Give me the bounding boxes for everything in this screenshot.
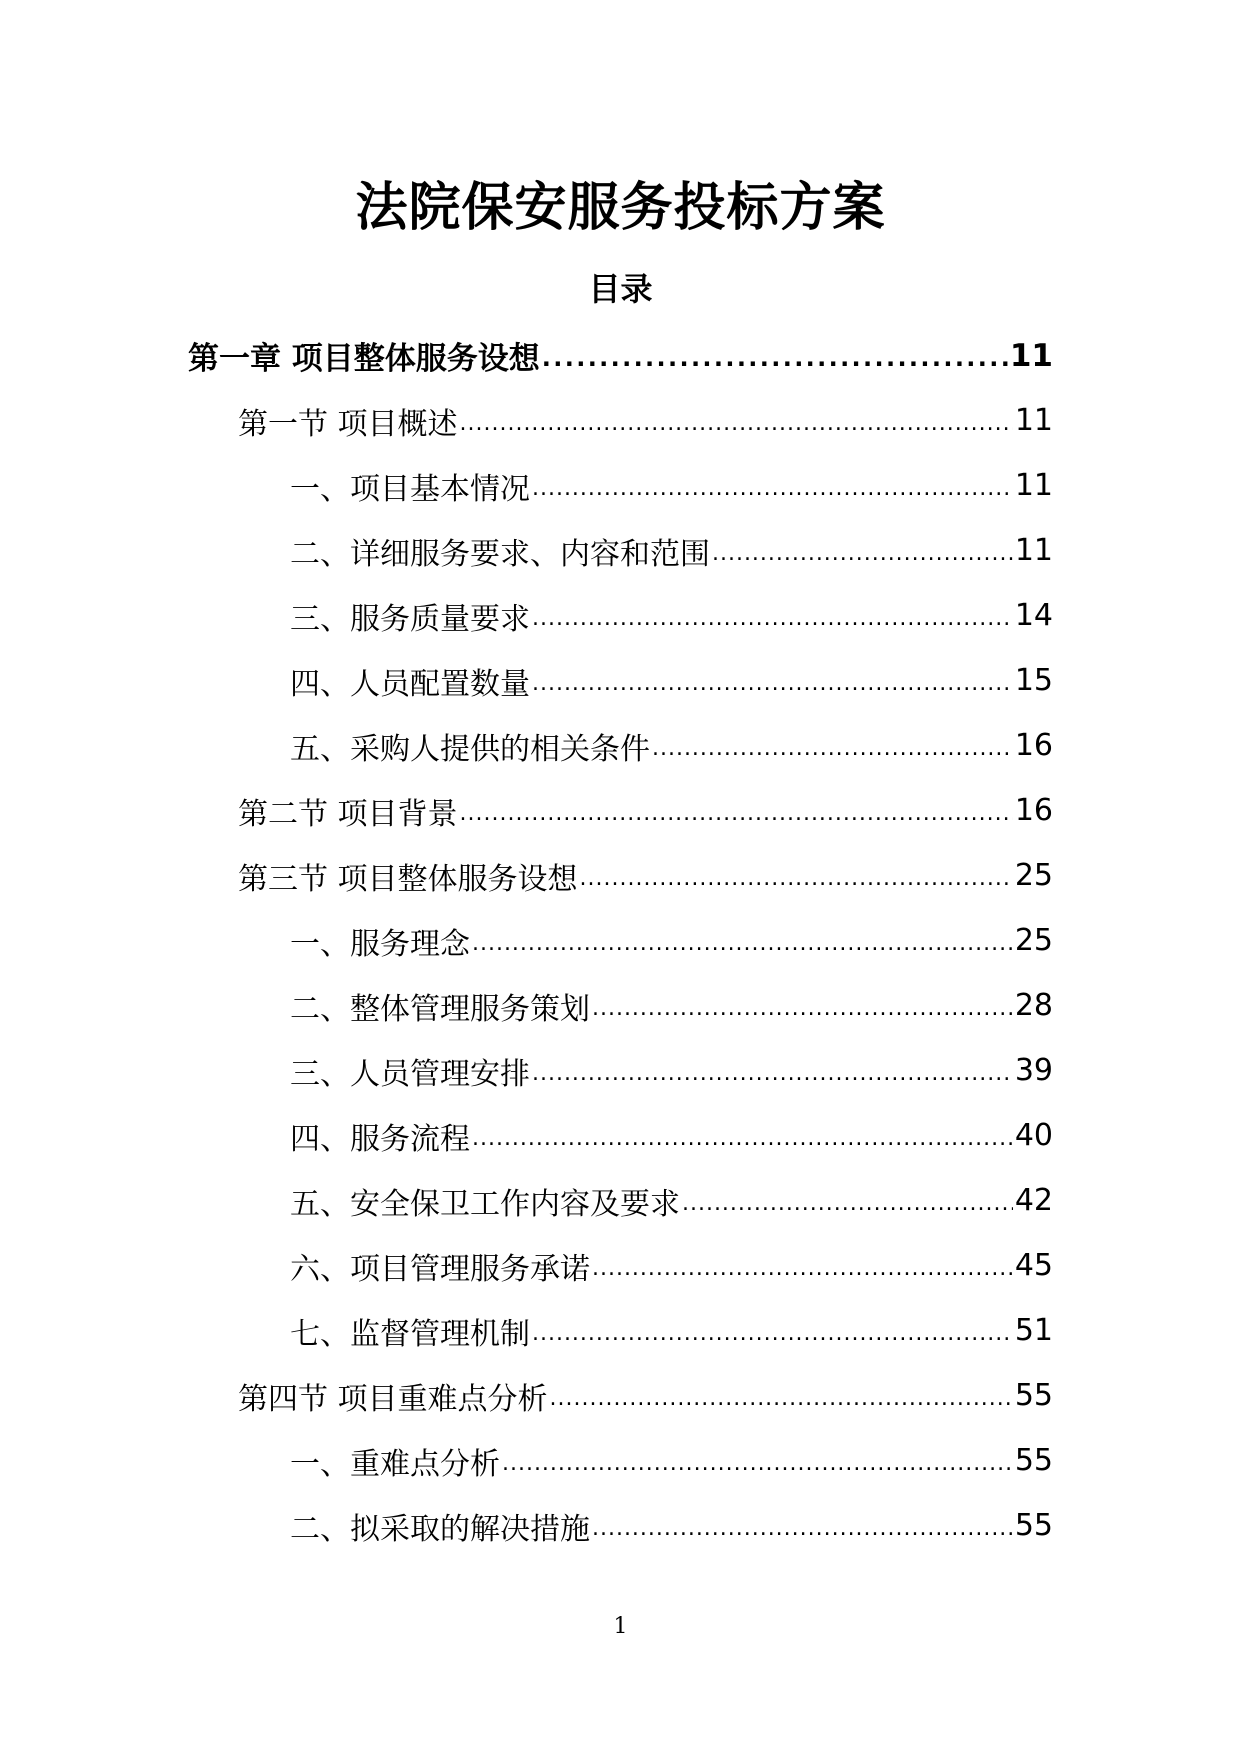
toc-dot-leader — [592, 1258, 1013, 1298]
toc-entry[interactable] — [238, 1363, 1053, 1428]
toc-dot-leader — [592, 1518, 1013, 1558]
toc-entry-page: 42 — [1014, 1183, 1053, 1218]
toc-entry-page: 39 — [1014, 1053, 1053, 1088]
toc-entry[interactable] — [238, 388, 1053, 453]
toc-entry-page: 16 — [1014, 728, 1053, 763]
toc-entry-title: 二、拟采取的解决措施 — [290, 1511, 590, 1547]
toc-entry-page: 15 — [1014, 663, 1053, 698]
toc-entry[interactable] — [290, 583, 1053, 648]
toc-entry-title: 四、人员配置数量 — [290, 666, 530, 702]
toc-entry[interactable] — [290, 908, 1053, 973]
toc-entry[interactable] — [290, 973, 1053, 1038]
toc-dot-leader — [550, 1388, 1013, 1428]
toc-entry[interactable] — [290, 1168, 1053, 1233]
toc-entry-title: 三、服务质量要求 — [290, 601, 530, 637]
toc-dot-leader — [460, 413, 1013, 453]
toc-dot-leader — [652, 738, 1013, 778]
toc-entry-title: 六、项目管理服务承诺 — [290, 1251, 590, 1287]
toc-dot-leader — [682, 1193, 1013, 1233]
toc-entry[interactable] — [188, 323, 1053, 388]
page-number: 1 — [613, 1614, 628, 1639]
toc-entry-page: 55 — [1014, 1378, 1053, 1413]
toc-dot-leader — [502, 1453, 1013, 1493]
toc-entry[interactable] — [290, 518, 1053, 583]
toc-entry-page: 25 — [1014, 923, 1053, 958]
toc-entry-title: 第一章 项目整体服务设想 — [188, 341, 540, 377]
document-title: 法院保安服务投标方案 — [355, 178, 886, 238]
toc-entry-page: 51 — [1014, 1313, 1053, 1348]
toc-entry-title: 二、整体管理服务策划 — [290, 991, 590, 1027]
toc-entry-title: 一、服务理念 — [290, 926, 470, 962]
toc-dot-leader — [472, 933, 1013, 973]
toc-entry[interactable] — [238, 843, 1053, 908]
toc-entry-title: 二、详细服务要求、内容和范围 — [290, 536, 710, 572]
toc-entry-page: 11 — [1014, 403, 1053, 438]
toc-entry-title: 三、人员管理安排 — [290, 1056, 530, 1092]
toc-entry-page: 25 — [1014, 858, 1053, 893]
toc-dot-leader — [532, 478, 1013, 518]
toc-entry[interactable] — [290, 1233, 1053, 1298]
toc-entry-page: 16 — [1014, 793, 1053, 828]
toc-entry-page: 55 — [1014, 1443, 1053, 1478]
toc-dot-leader — [580, 868, 1013, 908]
toc-entry[interactable] — [290, 1298, 1053, 1363]
toc-entry-title: 第二节 项目背景 — [238, 796, 458, 832]
toc-dot-leader — [532, 1323, 1013, 1363]
toc-dot-leader — [532, 608, 1013, 648]
toc-entry[interactable] — [290, 453, 1053, 518]
toc-entry-title: 第一节 项目概述 — [238, 406, 458, 442]
toc-entry-page: 11 — [1014, 468, 1053, 503]
toc-dot-leader — [712, 543, 1013, 583]
toc-entry-page: 14 — [1014, 598, 1053, 633]
toc-entry-page: 11 — [1009, 337, 1053, 374]
toc-entry-title: 第三节 项目整体服务设想 — [238, 861, 578, 897]
toc-dot-leader — [460, 803, 1013, 843]
toc-entry-title: 五、安全保卫工作内容及要求 — [290, 1186, 680, 1222]
toc-dot-leader — [472, 1128, 1013, 1168]
table-of-contents — [0, 323, 1241, 1558]
toc-entry[interactable] — [290, 1493, 1053, 1558]
toc-entry-page: 55 — [1014, 1508, 1053, 1543]
toc-entry-page: 11 — [1014, 533, 1053, 568]
toc-dot-leader — [542, 346, 1008, 388]
toc-entry[interactable] — [290, 713, 1053, 778]
toc-entry-page: 28 — [1014, 988, 1053, 1023]
toc-entry[interactable] — [238, 778, 1053, 843]
toc-dot-leader — [532, 1063, 1013, 1103]
toc-heading: 目录 — [588, 270, 653, 308]
toc-entry-title: 一、重难点分析 — [290, 1446, 500, 1482]
toc-entry[interactable] — [290, 1038, 1053, 1103]
toc-entry-page: 45 — [1014, 1248, 1053, 1283]
toc-entry-title: 七、监督管理机制 — [290, 1316, 530, 1352]
toc-entry[interactable] — [290, 1103, 1053, 1168]
toc-entry-title: 第四节 项目重难点分析 — [238, 1381, 548, 1417]
toc-entry-title: 一、项目基本情况 — [290, 471, 530, 507]
toc-entry-title: 五、采购人提供的相关条件 — [290, 731, 650, 767]
toc-entry[interactable] — [290, 1428, 1053, 1493]
toc-dot-leader — [592, 998, 1013, 1038]
toc-entry-page: 40 — [1014, 1118, 1053, 1153]
toc-dot-leader — [532, 673, 1013, 713]
toc-entry[interactable] — [290, 648, 1053, 713]
toc-entry-title: 四、服务流程 — [290, 1121, 470, 1157]
